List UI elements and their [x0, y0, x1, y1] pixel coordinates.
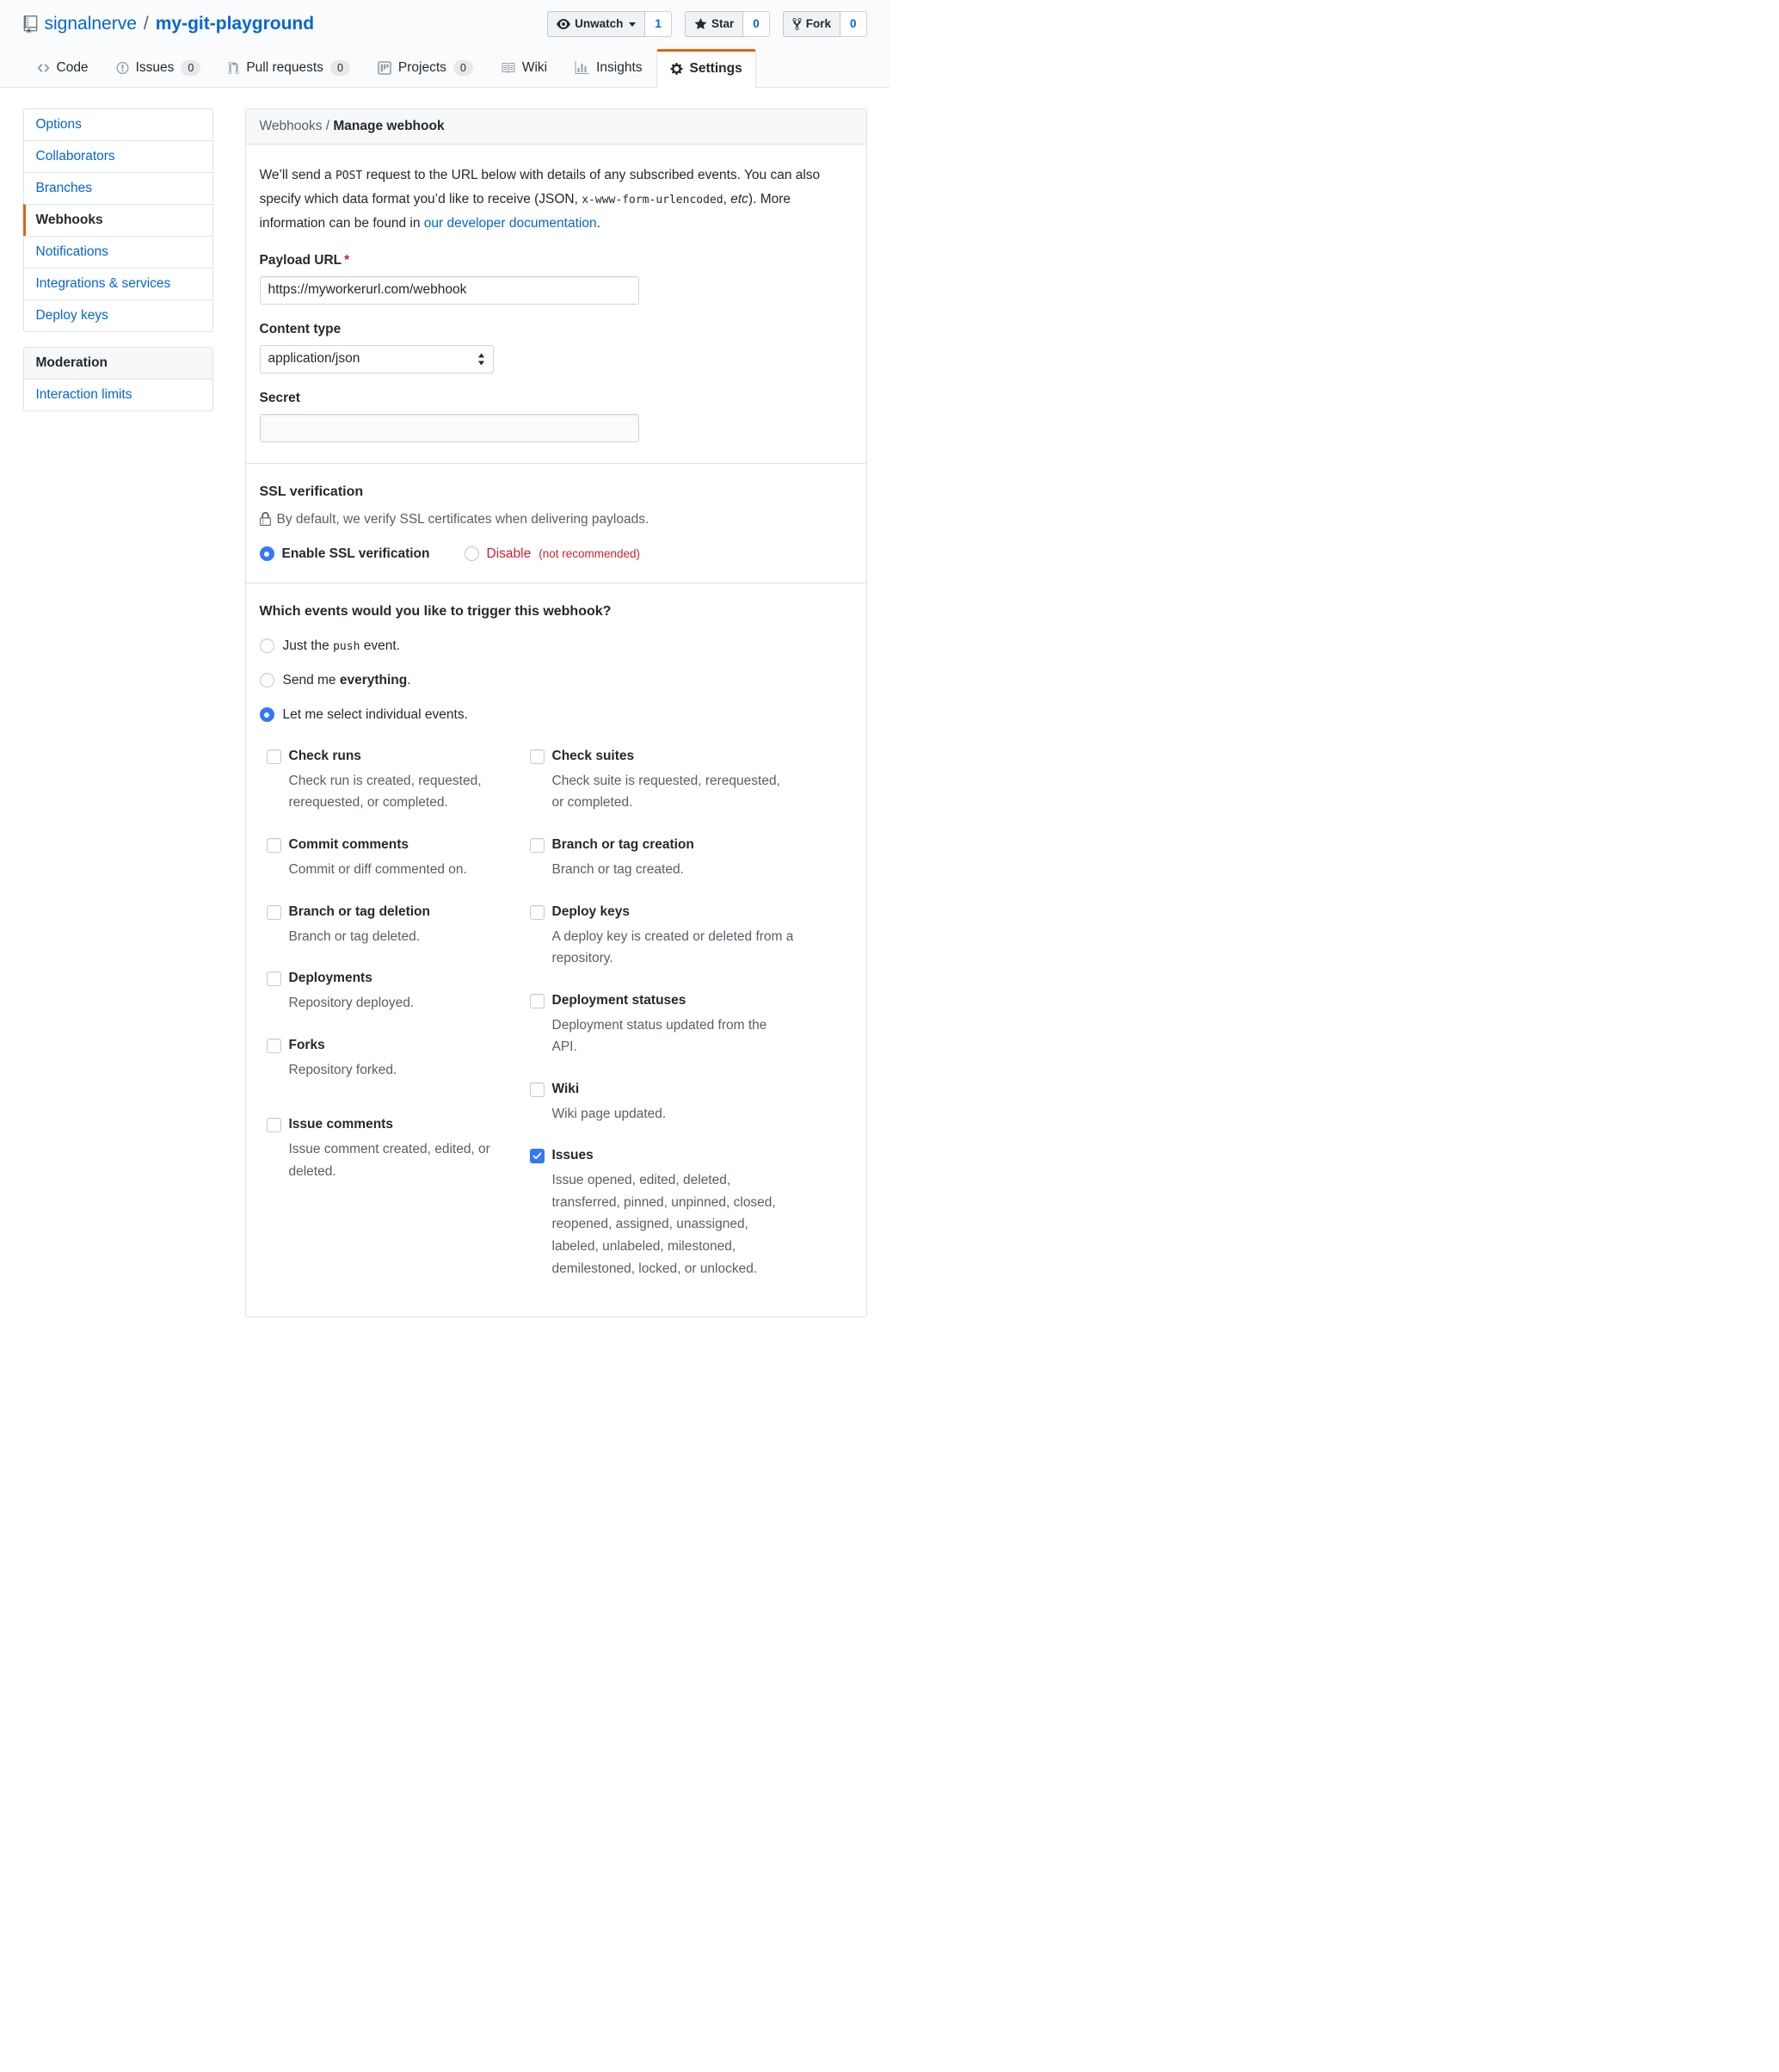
- payload-url-input[interactable]: [260, 276, 639, 305]
- payload-url-label: Payload URL *: [259, 252, 350, 268]
- forks-label[interactable]: Forks: [288, 1037, 325, 1052]
- page-title: Manage webhook: [333, 119, 445, 134]
- commit-comments-desc: Commit or diff commented on.: [288, 861, 467, 877]
- events-question: Which events would you like to trigger this webhook?: [259, 603, 612, 619]
- eye-icon: [557, 17, 570, 31]
- repo-actions: [547, 11, 866, 37]
- branch-tag-deletion-label[interactable]: Branch or tag deletion: [288, 903, 430, 919]
- wiki-label[interactable]: Wiki: [551, 1081, 580, 1096]
- developer-docs-link[interactable]: our developer documentation: [423, 215, 597, 231]
- breadcrumb-webhooks-link[interactable]: Webhooks: [259, 119, 323, 134]
- event-deploy-keys: [530, 904, 853, 970]
- repo-owner-link[interactable]: signalnerve: [44, 14, 137, 34]
- event-deployment-statuses: [530, 993, 853, 1058]
- deploy-keys-desc: A deploy key is created or deleted from a repository.: [551, 928, 794, 966]
- issues-count-badge: 0: [181, 60, 200, 76]
- wiki-checkbox[interactable]: [530, 1082, 545, 1097]
- check-runs-label[interactable]: Check runs: [288, 748, 361, 763]
- push-code: push: [333, 639, 360, 653]
- check-runs-checkbox[interactable]: [267, 749, 281, 764]
- sidebar-item-branches[interactable]: Branches: [24, 172, 212, 204]
- send-everything-radio-option[interactable]: Send me everything.: [260, 673, 853, 688]
- panel-header: [246, 109, 866, 145]
- forks-checkbox[interactable]: [267, 1039, 281, 1053]
- event-branch-tag-creation: [530, 837, 853, 881]
- tab-settings-label: Settings: [689, 61, 742, 77]
- sidebar-item-options[interactable]: Options: [35, 117, 82, 133]
- sidebar-item-webhooks[interactable]: Webhooks: [23, 204, 212, 236]
- issue-comments-label[interactable]: Issue comments: [288, 1117, 393, 1132]
- disable-ssl-label: Disable: [486, 546, 532, 561]
- repo-path-separator: /: [143, 14, 149, 34]
- event-issue-comments: [267, 1117, 530, 1182]
- moderation-header: Moderation: [24, 348, 212, 379]
- tab-insights[interactable]: [561, 48, 656, 87]
- fork-button[interactable]: [783, 11, 840, 37]
- event-checkbox-grid: [267, 749, 853, 1303]
- deployments-checkbox[interactable]: [267, 971, 281, 986]
- enable-ssl-radio-option[interactable]: [260, 546, 430, 562]
- secret-input[interactable]: [260, 414, 639, 442]
- wiki-desc: Wiki page updated.: [551, 1106, 667, 1121]
- ssl-heading: SSL verification: [259, 484, 364, 499]
- urlencoded-code: x-www-form-urlencoded: [582, 194, 723, 207]
- issues-label[interactable]: Issues: [551, 1148, 594, 1163]
- disable-ssl-radio-option[interactable]: [465, 546, 641, 562]
- check-suites-desc: Check suite is requested, rerequested, or completed.: [551, 773, 780, 811]
- tab-code-label: Code: [56, 60, 89, 76]
- tab-pulls-label: Pull requests: [246, 60, 323, 76]
- breadcrumb-separator: /: [322, 119, 334, 134]
- deployments-desc: Repository deployed.: [288, 996, 415, 1011]
- commit-comments-checkbox[interactable]: [267, 838, 281, 853]
- tab-issues[interactable]: [102, 48, 215, 87]
- check-runs-desc: Check run is created, requested, rerequested, or completed.: [288, 773, 482, 811]
- just-push-radio[interactable]: [260, 638, 274, 653]
- tab-projects[interactable]: [364, 48, 487, 87]
- event-branch-tag-deletion: [267, 904, 530, 948]
- sidebar-item-deploy-keys[interactable]: Deploy keys: [24, 299, 212, 331]
- content-type-label: Content type: [259, 321, 342, 336]
- required-asterisk: *: [344, 252, 350, 268]
- forks-desc: Repository forked.: [288, 1062, 397, 1077]
- just-push-radio-option[interactable]: Just the push event.: [260, 638, 853, 654]
- tab-issues-label: Issues: [135, 60, 175, 76]
- tab-insights-label: Insights: [596, 60, 643, 76]
- content-type-value: application/json: [268, 351, 360, 367]
- code-icon: [37, 61, 50, 75]
- sidebar-item-notifications[interactable]: Notifications: [24, 236, 212, 268]
- disable-ssl-radio[interactable]: [465, 546, 479, 561]
- unwatch-button[interactable]: [547, 11, 645, 37]
- event-forks: [267, 1038, 530, 1082]
- branch-tag-creation-checkbox[interactable]: [530, 838, 545, 853]
- pull-request-icon: [228, 61, 239, 75]
- issues-checkbox[interactable]: [530, 1149, 545, 1163]
- projects-count-badge: 0: [453, 60, 473, 76]
- deploy-keys-label[interactable]: Deploy keys: [551, 903, 630, 919]
- tab-wiki-label: Wiki: [521, 60, 548, 76]
- deployment-statuses-checkbox[interactable]: [530, 994, 545, 1008]
- deploy-keys-checkbox[interactable]: [530, 905, 545, 920]
- issues-desc: Issue opened, edited, deleted, transferred, pinned, unpinned, closed, reopened, assigned, unassigned, labeled, unlabeled, milestoned, demilestoned, locked, or unlocked.: [551, 1173, 776, 1276]
- tab-projects-label: Projects: [397, 60, 446, 76]
- tab-code[interactable]: [23, 48, 102, 87]
- settings-menu: [23, 108, 213, 332]
- gear-icon: [670, 62, 683, 76]
- select-arrows-icon: [477, 353, 485, 366]
- sidebar-item-interaction-limits[interactable]: Interaction limits: [35, 387, 132, 403]
- moderation-menu: [23, 347, 213, 411]
- branch-tag-deletion-desc: Branch or tag deleted.: [288, 928, 421, 944]
- issue-icon: [116, 61, 129, 75]
- check-suites-label[interactable]: Check suites: [551, 748, 635, 763]
- sidebar-item-integrations[interactable]: Integrations & services: [24, 268, 212, 299]
- secret-label: Secret: [259, 390, 300, 405]
- fork-count[interactable]: 0: [840, 11, 867, 37]
- enable-ssl-label: Enable SSL verification: [281, 546, 430, 561]
- event-issues: [530, 1148, 853, 1280]
- event-check-runs: [267, 749, 530, 814]
- commit-comments-label[interactable]: Commit comments: [288, 836, 409, 852]
- branch-tag-creation-label[interactable]: Branch or tag creation: [551, 836, 694, 852]
- issue-comments-checkbox[interactable]: [267, 1118, 281, 1132]
- fork-icon: [792, 17, 802, 31]
- watch-count[interactable]: 1: [645, 11, 672, 37]
- sidebar-item-collaborators[interactable]: Collaborators: [24, 140, 212, 172]
- project-icon: [378, 61, 391, 75]
- issue-comments-desc: Issue comment created, edited, or deleted.: [288, 1142, 490, 1179]
- deployment-statuses-desc: Deployment status updated from the API.: [551, 1017, 767, 1055]
- repo-name-link[interactable]: my-git-playground: [155, 14, 315, 34]
- select-individual-radio[interactable]: [260, 707, 274, 722]
- star-button[interactable]: [685, 11, 743, 37]
- event-wiki: [530, 1082, 853, 1125]
- star-icon: [694, 17, 707, 31]
- select-individual-radio-option[interactable]: Let me select individual events.: [260, 707, 853, 723]
- check-suites-checkbox[interactable]: [530, 749, 545, 764]
- repo-icon: [23, 15, 38, 34]
- ssl-note: By default, we verify SSL certificates when delivering payloads.: [260, 512, 853, 527]
- webhook-intro: We’ll send a POST request to the URL below with details of any subscribed events. You can also specify which data format you’d like to receive (JSON, x-www-form-urlencoded, etc). More information can be found in our developer documentation.: [259, 168, 821, 231]
- event-commit-comments: [267, 837, 530, 881]
- caret-down-icon: [629, 22, 636, 27]
- deployments-label[interactable]: Deployments: [288, 971, 372, 986]
- lock-icon: [260, 512, 271, 527]
- tab-wiki[interactable]: [487, 48, 561, 87]
- webhook-panel: [245, 108, 867, 1317]
- deployment-statuses-label[interactable]: Deployment statuses: [551, 992, 686, 1008]
- fork-label: Fork: [805, 17, 831, 30]
- branch-tag-deletion-checkbox[interactable]: [267, 905, 281, 920]
- repo-nav: [23, 48, 867, 87]
- disable-ssl-note: (not recommended): [539, 547, 641, 561]
- page-header: [0, 0, 890, 88]
- tab-pull-requests[interactable]: [214, 48, 364, 87]
- tab-settings[interactable]: [656, 49, 756, 88]
- content-type-select[interactable]: [260, 345, 494, 373]
- repo-title: [23, 14, 315, 34]
- settings-sidebar: [23, 108, 213, 411]
- book-icon: [501, 61, 515, 75]
- star-label: Star: [711, 17, 735, 30]
- post-code: POST: [335, 170, 363, 183]
- star-count[interactable]: 0: [743, 11, 770, 37]
- enable-ssl-radio[interactable]: [260, 546, 274, 561]
- pulls-count-badge: 0: [330, 60, 350, 76]
- graph-icon: [575, 61, 589, 75]
- event-check-suites: [530, 749, 853, 814]
- branch-tag-creation-desc: Branch or tag created.: [551, 861, 684, 877]
- event-deployments: [267, 971, 530, 1014]
- unwatch-label: Unwatch: [575, 17, 624, 30]
- section-divider: [246, 463, 866, 464]
- send-everything-radio[interactable]: [260, 673, 274, 688]
